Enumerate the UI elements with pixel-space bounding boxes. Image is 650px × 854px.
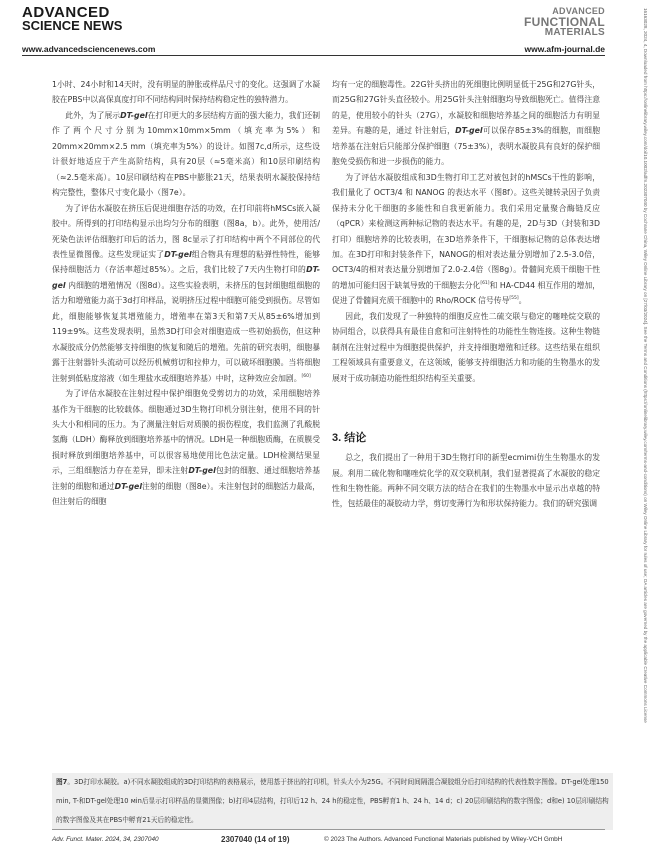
paragraph — [332, 170, 600, 309]
journal-logo-line3: MATERIALS — [544, 27, 605, 38]
journal-url[interactable]: www.afm-journal.de — [524, 44, 605, 54]
paragraph — [332, 77, 600, 170]
text-span: 此外，为了展示 — [65, 110, 121, 120]
copyright-notice: © 2023 The Authors. Advanced Functional Materials published by Wiley-VCH GmbH — [324, 836, 563, 843]
page-footer — [52, 836, 605, 848]
journal-reference: Adv. Funct. Mater. 2024, 34, 2307040 — [52, 836, 159, 843]
journal-logo-line2: FUNCTIONAL — [524, 15, 605, 29]
term-dtgel: DT-gel — [188, 466, 216, 476]
term-dtgel: DT-gel — [120, 110, 148, 120]
term-dtgel: DT-gel — [52, 265, 320, 290]
download-side-note-text: 16163028, 2024, 4, Downloaded from https://onlinelibrary.wiley.com/doi/10.1002/adfm.202307040 by Cochrane China, Wiley Online Library on [27/03/2024]. See the Terms and Conditions (https://onlinelibrary.wiley.com/terms-and-conditions) on Wiley Online Library for rules of use; OA articles are governed by the applicable Creative Commons License — [643, 8, 648, 723]
publisher-logo-line2: SCIENCE NEWS — [22, 18, 123, 33]
publisher-url[interactable]: www.advancedsciencenews.com — [22, 44, 156, 54]
footer-divider — [52, 829, 605, 830]
text-span: 为了评估水凝胶组成和3D生物打印工艺对被包封的hMSCs干性的影响，我们量化了 OCT3/4 和 NANOG 的表达水平（图8f）。这些关键转录因子负责保持未分化干细胞的多能性和自我更新能力。我们采用定量聚合酶链反应（qPCR）来检测这两种标记物的表达水平。有趣的是，2D与3D（封装和3D打印）细胞培养的比较表明，在3D培养条件下，干细胞标记物的总体表达增加。在3D打印和封装条件下，NANOG的相对表达量分别增加了2.5-3.0倍，OCT3/4的相对表达量分别增加了2.0-2.4倍（图8g）。骨髓间充质干细胞干性的增加可能归因于缺氧导致的干细胞去分化 — [332, 172, 600, 290]
publisher-logo — [22, 6, 122, 32]
paragraph — [52, 201, 320, 386]
paragraph — [52, 108, 320, 201]
figure-caption-text: 。3D打印水凝胶。a)不同水凝胶组成的3D打印结构的表格展示，使用基于挤出的打印机，针头大小为25G。不同时间间隔混合凝胶组分后打印结构的代表性数字图像。DT-gel处理150 min, T-和DT-gel处理10 мin后显示打印样品的显微图像；b)打印4层结构，打印后12 h、24 h的稳定性，PBS孵育1 h、24 h、14 d；c) 20层印刷结构的数字图像；d和e) 10层印刷结构的数字图像及其在PBS中孵育21天后的稳定性。 — [56, 778, 609, 824]
paragraph — [52, 386, 320, 510]
paragraph: 1小时、24小时和14天时，没有明显的肿胀或样品尺寸的变化。这强调了水凝胶在PBS中以高保真度打印不同结构同时保持结构稳定性的独特潜力。 — [52, 80, 320, 105]
term-dtgel: DT-gel — [164, 249, 192, 259]
term-dtgel: DT-gel — [455, 126, 483, 136]
paragraph: 总之，我们提出了一种用于3D生物打印的新型ecmimi仿生生物墨水的发展。利用二硫化物和噻唑烷化学的双交联机制，我们显著提高了水凝胶的稳定性和生物性能。两种不同交联方法的结合在我们的生物墨水中显示出卓越的特性，包括最佳的凝胶动力学，剪切变薄行为和形状保持能力。我们的研究强调 — [332, 453, 600, 509]
text-span: 组合物具有理想的粘弹性特性，能够保持细胞活力（存活率超过85%）。之后，我们比较了7天内生物打印的 — [52, 249, 321, 275]
text-span: 。 — [518, 296, 527, 306]
right-column — [332, 77, 600, 512]
left-column — [52, 77, 320, 510]
text-span: 注射的细胞（图8e）。未注射包封的细胞活力最高，但注射后的细胞 — [52, 481, 321, 507]
journal-logo-line1: ADVANCED — [552, 6, 605, 16]
figure-caption — [52, 773, 613, 830]
text-span: 和 HA-CD44 相互作用的增加，促进了骨髓间充质干细胞中的 Rho/ROCK 信号传导 — [332, 280, 600, 306]
text-span: 包封的细胞、通过细胞培养基注射的细胞和通过 — [52, 466, 320, 491]
publisher-logo-line1: ADVANCED — [22, 4, 110, 21]
download-side-note — [638, 8, 648, 848]
text-span: 可以保存85±3%的细胞，而细胞培养基在注射后只能部分保护细胞（75±3%），表明水凝胶具有良好的保护细胞免受损伤和进一步损伤的能力。 — [332, 126, 600, 167]
term-dtgel: DT-gel — [114, 481, 143, 491]
page-number: 2307040 (14 of 19) — [221, 835, 290, 844]
paragraph: 因此，我们发现了一种独特的细胞反应性二硫交联与稳定的噻唑烷交联的协同组合，以获得具有最佳自愈和可注射特性的功能性生物连接。这种生物链制剂在注射过程中为细胞提供保护，并支持细胞增殖和迁移。这些结果在组织工程领域具有重要意义，在这领域，能够支持细胞活力和功能的生物墨水的发展对于成功制造功能性组织结构至关重要。 — [332, 311, 600, 383]
journal-logo — [524, 6, 605, 38]
text-span: 均有一定的细胞毒性。22G针头挤出的死细胞比例明显低于25G和27G针头，而25G和27G针头直径较小。用25G针头注射细胞均导致细胞死亡。值得注意的是，使用较小的针头（27G），水凝胶和细胞培养基之间的细胞活力有明显差异。有趣的是，通过 针注射后， — [332, 80, 600, 136]
text-span: 为了评估水凝胶在注射过程中保护细胞免受剪切力的功效，采用细胞培养基作为干细胞的比较载体。细胞通过3D生物打印机分别注射，使用不同的针头大小和相同的压力。为了测量注射后对质膜的损伤程度，我们监测了乳酸脱氢酶（LDH）酶释放到细胞培养基中的情况。LDH是一种细胞质酶，在质膜受损时释放到细胞培养基中，可以很容易地使用比色法定量。LDH检测结果显示，三组细胞活力存在差异，即未注射 — [52, 389, 320, 476]
text-span: 在打印更大的多层结构方面的强大能力，我们还制作了两个尺寸分别为10mm×10mm×5mm（填充率为5%）和20mm×20mm×2.5 mm（填充率为5%）的设计。如图7c,d所示，这些设计很好地适应于产生高阶结构，具有20层（≈5毫米高）和10层印刷结构（≈2.5毫米高）。10层印刷结构在PBS中膨胀21天，结果表明水凝胶保持结构完整性，整体尺寸变化最小（图7e）。 — [52, 110, 321, 198]
section-heading: 3. 结论 — [332, 432, 367, 445]
figure-label: 图7 — [56, 778, 68, 786]
header-divider — [22, 55, 605, 56]
citation-ref[interactable]: [61] — [480, 280, 490, 286]
citation-ref[interactable]: [60] — [301, 373, 311, 379]
text-span: 为了评估水凝胶在挤压后促进细胞存活的功效，在打印前将hMSCs嵌入凝胶中。所得到的打印结构显示出均匀分布的细胞（图8a，b）。此外，使用活/死染色法评估细胞打印后的活力，图 8c显示了打印结构中两个不同部位的代表性显微图像。这些发现证实了 — [52, 203, 320, 259]
citation-ref[interactable]: [55] — [509, 296, 519, 302]
text-span: 内细胞的增殖情况（图8d）。这些实验表明，未挤压的包封细胞组细胞的活力和增殖能力高于3d打印样品，说明挤压过程中细胞可能受到损伤。尽管如此，细胞能够恢复其增殖能力，增殖率在第3天和第7天从85±6%增加到119±9%。这些发现表明，虽然3D打印会对细胞造成一些初始损伤，但这种水凝胶成分仍然能够支持细胞的恢复和随后的增殖。先前的研究表明，细胞暴露于注射器针头流动可以经历机械剪切和拉伸力，可以破坏细胞膜。当将细胞注射到低粘度溶液（如生理盐水或细胞培养基）中时，这种效应会加剧。 — [52, 280, 320, 383]
